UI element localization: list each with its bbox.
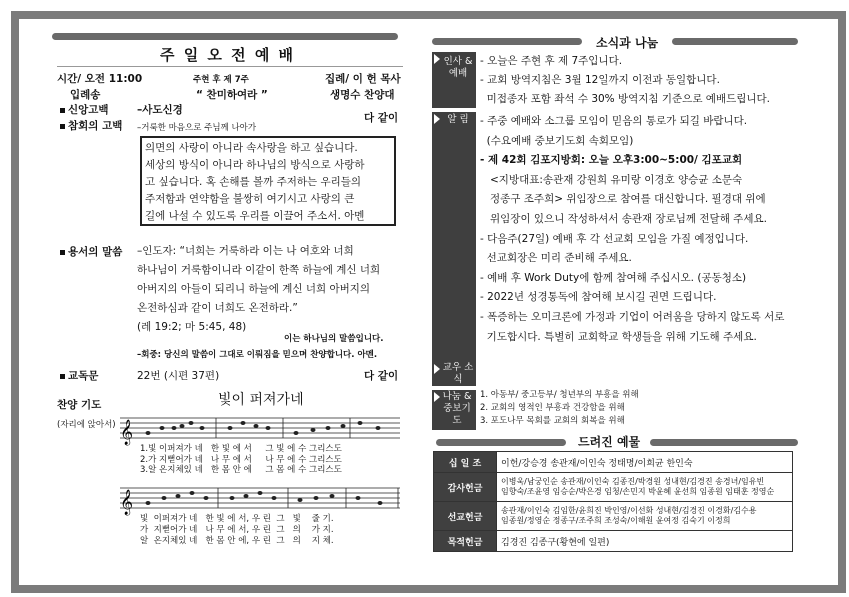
offering-label: 목적헌금 xyxy=(434,531,497,552)
offering-names: 김경진 김종구(황현에 일편) xyxy=(497,531,793,552)
bullet-icon xyxy=(60,124,65,129)
confession-label: 참회의 고백 xyxy=(68,120,123,132)
section-label: 나눔 & 중보기도 xyxy=(442,391,472,426)
congregation-response: –회중: 당신의 말씀이 그대로 이뤄짐을 믿으며 찬양합니다. 아멘. xyxy=(137,350,378,360)
offering-names: 송관재/이인숙 김임한/윤희진 박인영/이선화 성내현/김경진 이경화/김수용 임종원/정영순 정종구/조주희 조성숙/이해원 윤여정 김숙기 이정희 xyxy=(497,502,793,531)
prayer-lines xyxy=(480,389,639,428)
officiant: 집례/ 이 헌 목사 xyxy=(325,73,401,85)
creed-label: 신앙고백 xyxy=(68,104,109,116)
entrance-hymn-label: 입례송 xyxy=(70,89,101,101)
header-bar-right-b xyxy=(672,38,798,45)
bullet-icon xyxy=(60,374,65,379)
together-1: 다 같이 xyxy=(364,112,399,124)
hymn-label: 교독문 xyxy=(68,370,99,382)
header-bar-right-d xyxy=(650,439,798,446)
prayer-line: 고 싶습니다. 혹 손해를 볼까 주저하는 우리들의 xyxy=(145,176,362,188)
offering-names: 이헌/강승경 송관재/이인숙 정태명/이희균 한인숙 xyxy=(497,452,793,473)
lyric-line: 3.알 온지체있 네 한 몸 안 에 그 몸 에 수 그리스도 xyxy=(140,465,342,475)
section-label: 알 림 xyxy=(447,114,469,125)
svg-text:𝄞: 𝄞 xyxy=(120,490,134,515)
prayer-item: 3. 포도나무 목회를 교회의 회복을 위해 xyxy=(480,416,625,426)
prayer-line: 의면의 사랑이 아니라 속사랑을 하고 싶습니다. xyxy=(145,142,358,154)
news-line: - 예배 후 Work Duty에 함께 참여해 주십시오. (공동청소) xyxy=(480,271,747,284)
triangle-icon xyxy=(434,54,440,64)
praise-note: (자리에 앉아서) xyxy=(57,420,116,430)
word-line: 하나님이 거룩함이니라 이같이 한쪽 하늘에 계신 너희 xyxy=(137,264,381,276)
lyrics-bottom xyxy=(140,514,334,547)
greeting-lines xyxy=(480,52,770,109)
header-bar-left xyxy=(52,33,398,40)
liturgical-week: 주현 후 제 7주 xyxy=(193,75,249,85)
section-label: 교우 소식 xyxy=(442,362,474,385)
prayer-box xyxy=(140,136,396,226)
hymn-number: 22번 (시편 37편) xyxy=(137,370,220,382)
news-line: - 제 42회 김포지방회: 오늘 오후3:00~5:00/ 김포교회 xyxy=(480,154,743,167)
lyric-line: 1.빛 이퍼져가 네 한 빛 에 서 그 빛 에 수 그리스도 xyxy=(140,444,342,454)
prayer-line: 주저함과 연약함을 불쌍히 여기시고 사랑의 큰 xyxy=(145,193,355,205)
hymn-row xyxy=(60,368,98,383)
offering-names: 이병욱/남궁인순 송관재/이인숙 김종진/박경원 성내현/김경진 송경녀/임유빈 임향숙/조윤영 임승순/박은경 임청/손민지 박윤혜 윤선희 임종원 임태훈 정영순 xyxy=(497,473,793,502)
lyric-line: 알 온지체있 네 한 몸 안 에, 우 린 그 의 지 체. xyxy=(140,536,334,546)
triangle-icon xyxy=(434,364,440,374)
news-line: - 폭증하는 오미크론에 가정과 기업이 어려움을 당하지 않도록 서로 xyxy=(480,310,785,323)
news-line: - 교회 방역지침은 3월 12일까지 이전과 동일합니다. xyxy=(480,74,720,86)
confession-text: –거룩한 마음으로 주님께 나아가 xyxy=(137,123,257,133)
creed-name: 사도신경 xyxy=(142,104,183,116)
song-title: 빛이 퍼져가네 xyxy=(218,392,304,408)
word-label: 용서의 말씀 xyxy=(68,246,123,258)
section-tab-sharing xyxy=(432,390,476,430)
section-tab-greeting xyxy=(432,52,476,108)
music-staff-bottom xyxy=(118,478,403,518)
offering-label: 십 일 조 xyxy=(434,452,497,473)
bullet-icon xyxy=(60,250,65,255)
word-row xyxy=(60,244,122,259)
service-time: 시간/ 오전 11:00 xyxy=(57,73,143,85)
news-line: (수요예배 중보기도회 속회모임) xyxy=(480,134,634,147)
notice-lines xyxy=(480,112,800,347)
news-line: 위임장이 있으니 작성하셔서 송관재 장로님께 전달해 주세요. xyxy=(480,212,767,225)
word-line: –인도자: “너희는 거룩하라 이는 나 여호와 너희 xyxy=(137,245,354,257)
header-bar-right-a xyxy=(432,38,582,45)
prayer-item: 2. 교회의 영적인 부흥과 건강함을 위해 xyxy=(480,403,625,413)
triangle-icon xyxy=(434,392,440,402)
section-tab-notices xyxy=(432,112,476,362)
word-line: 아버지의 아들이 되리니 하늘에 계신 너희 아버지의 xyxy=(137,283,371,295)
creed-dash: – xyxy=(137,104,143,116)
lyric-line: 가 지뻗어가 네 나 무 에 서, 우 린 그 의 가 지. xyxy=(140,525,334,535)
choir: 생명수 찬양대 xyxy=(330,89,395,101)
creed-row xyxy=(60,102,109,117)
word-line: 온전하심과 같이 너희도 온전하라.” xyxy=(137,302,298,314)
offering-title: 드려진 예물 xyxy=(578,435,641,449)
word-footnote: 이는 하나님의 말씀입니다. xyxy=(284,334,384,344)
section-label: 인사 & 예배 xyxy=(443,56,473,79)
header-bar-right-c xyxy=(436,439,566,446)
news-line: - 주중 예배와 소그룹 모임이 믿음의 통로가 되길 바랍니다. xyxy=(480,115,748,127)
offering-row xyxy=(434,531,793,552)
news-line: 기도합시다. 특별히 교회학교 학생들을 위해 기도해 주세요. xyxy=(480,330,757,343)
lyric-line: 2.가 지뻗어가 네 나 무 에 서 나 무 에 수 그리스도 xyxy=(140,454,342,465)
service-title: 주 일 오 전 예 배 xyxy=(160,46,296,64)
svg-text:𝄞: 𝄞 xyxy=(120,420,134,445)
news-title: 소식과 나눔 xyxy=(596,36,659,50)
news-line: 선교회장은 미리 준비해 주세요. xyxy=(480,252,632,265)
news-line: <지방대표:송관재 강원희 유미랑 이경호 양승균 소문숙 xyxy=(480,173,743,186)
prayer-line: 세상의 방식이 아니라 하나님의 방식으로 사랑하 xyxy=(145,159,365,171)
offering-row xyxy=(434,473,793,502)
news-line: - 오늘은 주현 후 제 7주입니다. xyxy=(480,55,623,67)
together-2: 다 같이 xyxy=(364,370,399,382)
offering-label: 선교헌금 xyxy=(434,502,497,531)
lyric-line: 빛 이퍼져가 네 한 빛 에 서, 우 린 그 빛 줄 기. xyxy=(140,514,334,524)
entrance-hymn: “ 찬미하여라 ” xyxy=(196,89,268,101)
news-line: 미접종자 포함 좌석 수 30% 방역지침 기준으로 예배드립니다. xyxy=(480,93,771,105)
news-line: - 다음주(27일) 예배 후 각 선교회 모임을 가질 예정입니다. xyxy=(480,232,749,245)
news-line: - 2022년 성경통독에 참여해 보시길 권면 드립니다. xyxy=(480,291,717,304)
offering-label: 감사헌금 xyxy=(434,473,497,502)
news-line: 정종구 조주희> 위임장으로 참여를 대신합니다. 필경대 위에 xyxy=(480,193,766,206)
word-text xyxy=(137,242,403,337)
prayer-item: 1. 아동부/ 중고등부/ 청년부의 부흥을 위해 xyxy=(480,390,639,400)
bullet-icon xyxy=(60,108,65,113)
creed-value xyxy=(137,102,183,117)
word-line: (레 19:2; 마 5:45, 48) xyxy=(137,321,247,333)
title-divider xyxy=(57,66,403,67)
offering-row xyxy=(434,452,793,473)
offering-table xyxy=(433,451,793,552)
confession-row xyxy=(60,118,122,133)
triangle-icon xyxy=(434,114,440,124)
praise-label: 찬양 기도 xyxy=(57,399,102,411)
offering-row xyxy=(434,502,793,531)
prayer-line: 길에 나설 수 있도록 우리를 이끌어 주소서. 아멘 xyxy=(145,210,365,222)
section-tab-members xyxy=(432,362,476,386)
lyrics-top xyxy=(140,444,342,476)
